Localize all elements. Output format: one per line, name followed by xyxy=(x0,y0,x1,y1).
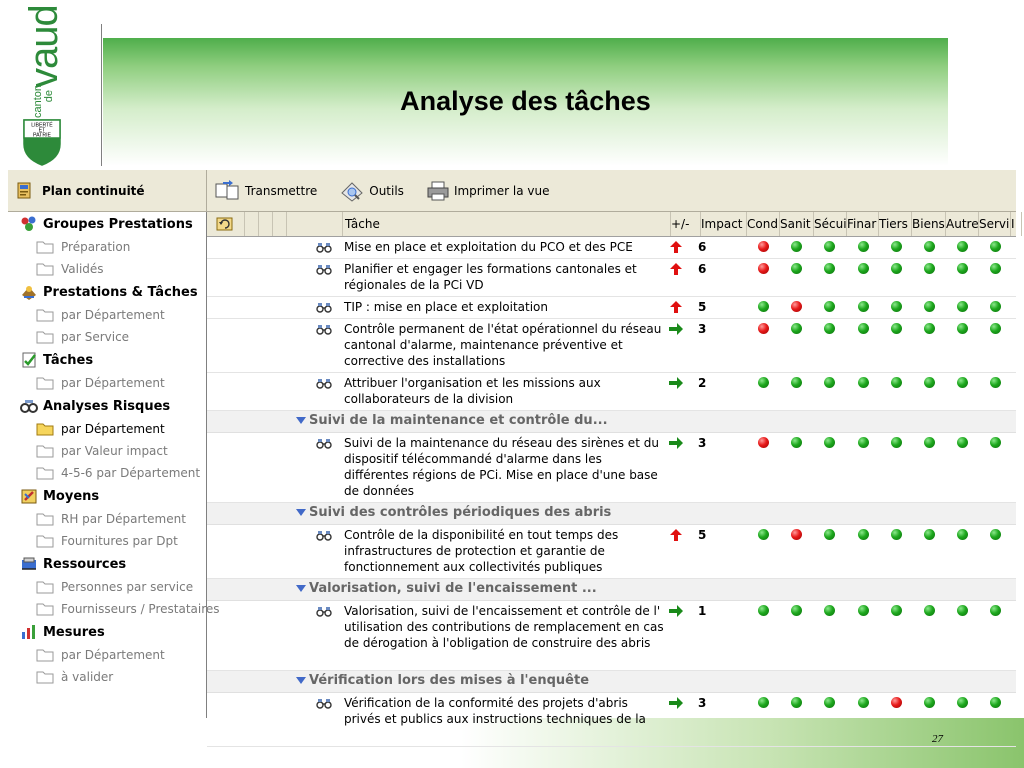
outils-label: Outils xyxy=(369,183,404,198)
sidebar-item[interactable] xyxy=(8,258,206,280)
print-view-label: Imprimer la vue xyxy=(453,183,550,198)
sidebar-item-label: Fournisseurs / Prestataires xyxy=(61,602,220,616)
impact-cell: 3 xyxy=(698,696,707,710)
grid-header xyxy=(207,212,1016,237)
green-status-dot xyxy=(891,437,902,448)
groups-icon xyxy=(20,215,38,233)
binoculars-icon[interactable] xyxy=(316,263,332,275)
red-status-dot xyxy=(758,241,769,252)
group-label: Valorisation, suivi de l'encaissement ... xyxy=(309,581,597,596)
impact-cell: 5 xyxy=(698,528,707,542)
folder-icon xyxy=(36,330,54,344)
blank-column-3 xyxy=(273,212,287,236)
sidebar xyxy=(8,212,220,718)
sidebar-item-label: par Département xyxy=(61,376,165,390)
green-status-dot xyxy=(791,437,802,448)
green-status-dot xyxy=(957,697,968,708)
sidebar-item-label: par Département xyxy=(61,422,165,436)
green-status-dot xyxy=(891,529,902,540)
green-status-dot xyxy=(891,377,902,388)
green-status-dot xyxy=(957,241,968,252)
slide-title: Analyse des tâches xyxy=(400,86,651,116)
sidebar-group-label: Prestations & Tâches xyxy=(43,284,198,300)
sidebar-item-label: Validés xyxy=(61,262,104,276)
green-status-dot xyxy=(891,323,902,334)
sidebar-item-label: par Valeur impact xyxy=(61,444,168,458)
folder-icon xyxy=(36,602,54,616)
sidebar-group-5[interactable] xyxy=(8,552,206,576)
folder-icon xyxy=(36,648,54,662)
table-row[interactable] xyxy=(207,237,1016,259)
risk-analysis-icon xyxy=(20,397,38,415)
up-arrow-icon xyxy=(669,263,683,275)
group-label: Suivi des contrôles périodiques des abris xyxy=(309,505,612,520)
group-label: Vérification lors des mises à l'enquête xyxy=(309,673,590,688)
green-status-dot xyxy=(990,263,1001,274)
blank-column-4 xyxy=(287,212,343,236)
green-status-dot xyxy=(957,605,968,616)
green-status-dot xyxy=(824,241,835,252)
green-status-dot xyxy=(891,605,902,616)
green-status-dot xyxy=(957,377,968,388)
group-label: Suivi de la maintenance et contrôle du... xyxy=(309,413,608,428)
red-status-dot xyxy=(891,697,902,708)
up-arrow-icon xyxy=(669,241,683,253)
binoculars-icon[interactable] xyxy=(316,529,332,541)
green-status-dot xyxy=(957,529,968,540)
sidebar-item[interactable] xyxy=(8,236,206,258)
sidebar-item[interactable] xyxy=(8,372,206,394)
green-status-dot xyxy=(824,605,835,616)
open-folder-icon xyxy=(36,422,54,436)
right-arrow-icon xyxy=(669,377,683,389)
green-status-dot xyxy=(791,323,802,334)
sidebar-item[interactable] xyxy=(8,418,206,440)
green-status-dot xyxy=(924,263,935,274)
green-status-dot xyxy=(990,529,1001,540)
green-status-dot xyxy=(824,529,835,540)
sidebar-item[interactable] xyxy=(8,666,206,688)
sidebar-group-0[interactable] xyxy=(8,212,206,236)
binoculars-icon[interactable] xyxy=(316,301,332,313)
shield-motto-2: ET xyxy=(38,127,46,134)
sidebar-group-2[interactable] xyxy=(8,348,206,372)
sidebar-item[interactable] xyxy=(8,326,206,348)
green-status-dot xyxy=(924,605,935,616)
green-status-dot xyxy=(824,377,835,388)
sidebar-item[interactable] xyxy=(8,440,206,462)
task-cell: Attribuer l'organisation et les missions aux collaborateurs de la division xyxy=(344,376,601,406)
task-cell: Contrôle permanent de l'état opérationnel du réseau cantonal d'alarme, maintenance préventive et corrective des installations xyxy=(344,322,662,368)
green-status-dot xyxy=(924,697,935,708)
folder-icon xyxy=(36,512,54,526)
green-status-dot xyxy=(891,263,902,274)
sidebar-group-label: Ressources xyxy=(43,556,127,572)
shield-motto-3: PATRIE xyxy=(33,132,51,139)
green-status-dot xyxy=(758,605,769,616)
sidebar-item-label: Préparation xyxy=(61,240,131,254)
prestations-icon xyxy=(20,283,38,301)
impact-cell: 2 xyxy=(698,376,707,390)
sidebar-item[interactable] xyxy=(8,598,220,620)
column-header-secu[interactable]: Sécui xyxy=(812,212,847,236)
expand-triangle-icon[interactable] xyxy=(296,677,306,684)
table-row[interactable] xyxy=(207,319,1016,373)
green-status-dot xyxy=(858,605,869,616)
green-status-dot xyxy=(791,697,802,708)
task-cell: Mise en place et exploitation du PCO et des PCE xyxy=(344,240,633,254)
green-status-dot xyxy=(858,301,869,312)
table-row[interactable] xyxy=(207,297,1016,319)
column-header-cond[interactable]: Cond xyxy=(745,212,780,236)
green-status-dot xyxy=(824,437,835,448)
green-status-dot xyxy=(758,301,769,312)
shield-icon xyxy=(22,118,62,166)
binoculars-icon[interactable] xyxy=(316,605,332,617)
green-status-dot xyxy=(758,377,769,388)
green-status-dot xyxy=(791,377,802,388)
sidebar-item-label: Personnes par service xyxy=(61,580,194,594)
column-header-finance[interactable]: Finar xyxy=(845,212,879,236)
sidebar-header-label: Plan continuité xyxy=(42,183,145,198)
tasks-icon xyxy=(20,351,38,369)
right-arrow-icon xyxy=(669,605,683,617)
green-status-dot xyxy=(791,605,802,616)
impact-cell: 3 xyxy=(698,322,707,336)
binoculars-icon[interactable] xyxy=(316,437,332,449)
task-cell: TIP : mise en place et exploitation xyxy=(344,300,548,314)
green-status-dot xyxy=(990,605,1001,616)
red-status-dot xyxy=(758,437,769,448)
printer-icon xyxy=(426,180,450,202)
green-status-dot xyxy=(858,377,869,388)
sidebar-item-label: par Département xyxy=(61,308,165,322)
up-arrow-icon xyxy=(669,529,683,541)
transmettre-label: Transmettre xyxy=(245,183,318,198)
up-arrow-icon xyxy=(669,301,683,313)
refresh-icon xyxy=(216,216,234,232)
plan-icon xyxy=(16,182,34,200)
folder-icon xyxy=(36,670,54,684)
measures-icon xyxy=(20,623,38,641)
logo-big-text: vaud xyxy=(22,5,66,88)
group-row[interactable] xyxy=(207,411,1016,433)
column-header-tiers[interactable]: Tiers xyxy=(877,212,912,236)
binoculars-icon[interactable] xyxy=(316,323,332,335)
column-header-servi[interactable]: Servi xyxy=(977,212,1011,236)
red-status-dot xyxy=(758,323,769,334)
column-header-trend[interactable]: +/- xyxy=(669,212,701,236)
grid-body xyxy=(207,237,1016,747)
green-status-dot xyxy=(824,263,835,274)
table-row[interactable] xyxy=(207,693,1016,747)
sidebar-item[interactable] xyxy=(8,304,206,326)
folder-icon xyxy=(36,308,54,322)
task-cell: Suivi de la maintenance du réseau des sirènes et du dispositif télécommandé d'alarme dans les différentes régions de PCi. Mise en place d'une base de données xyxy=(344,436,659,498)
right-arrow-icon xyxy=(669,437,683,449)
green-status-dot xyxy=(957,263,968,274)
green-status-dot xyxy=(824,301,835,312)
page-number: 27 xyxy=(932,733,943,745)
green-status-dot xyxy=(924,301,935,312)
impact-cell: 6 xyxy=(698,240,707,254)
green-status-dot xyxy=(990,301,1001,312)
sidebar-item[interactable] xyxy=(8,508,206,530)
blank-column-2 xyxy=(259,212,273,236)
green-status-dot xyxy=(891,241,902,252)
sidebar-item[interactable] xyxy=(8,462,206,484)
binoculars-icon[interactable] xyxy=(316,377,332,389)
sidebar-item-label: Fournitures par Dpt xyxy=(61,534,178,548)
sidebar-item-label: par Département xyxy=(61,648,165,662)
green-status-dot xyxy=(858,323,869,334)
toolbar xyxy=(207,170,1016,212)
impact-cell: 1 xyxy=(698,604,707,618)
task-grid xyxy=(207,212,1016,726)
blank-column-1 xyxy=(245,212,259,236)
green-status-dot xyxy=(791,241,802,252)
means-icon xyxy=(20,487,38,505)
impact-cell: 5 xyxy=(698,300,707,314)
red-status-dot xyxy=(791,301,802,312)
column-header-extra[interactable]: I xyxy=(1009,212,1022,236)
column-header-sanit[interactable]: Sanit xyxy=(778,212,814,236)
green-status-dot xyxy=(924,437,935,448)
task-cell: Contrôle de la disponibilité en tout temps des infrastructures de protection et garantie de fonctionnement aux collectivités publiques xyxy=(344,528,619,574)
group-row[interactable] xyxy=(207,671,1016,693)
logo-divider xyxy=(101,24,102,166)
sidebar-item[interactable] xyxy=(8,644,206,666)
sidebar-group-1[interactable] xyxy=(8,280,206,304)
transmettre-button[interactable] xyxy=(215,180,317,202)
folder-icon xyxy=(36,444,54,458)
sidebar-item[interactable] xyxy=(8,576,206,598)
binoculars-icon[interactable] xyxy=(316,697,332,709)
transmit-icon xyxy=(215,180,241,202)
table-row[interactable] xyxy=(207,601,1016,671)
column-header-biens[interactable]: Biens xyxy=(910,212,946,236)
green-status-dot xyxy=(891,301,902,312)
canton-vaud-logo xyxy=(18,5,70,118)
sidebar-item[interactable] xyxy=(8,530,206,552)
task-cell: Planifier et engager les formations cantonales et régionales de la PCi VD xyxy=(344,262,637,292)
group-row[interactable] xyxy=(207,579,1016,601)
column-header-autre[interactable]: Autre xyxy=(944,212,979,236)
green-status-dot xyxy=(924,241,935,252)
folder-icon xyxy=(36,580,54,594)
binoculars-icon[interactable] xyxy=(316,241,332,253)
green-status-dot xyxy=(990,697,1001,708)
green-status-dot xyxy=(924,529,935,540)
green-status-dot xyxy=(957,301,968,312)
column-header-task[interactable]: Tâche xyxy=(343,212,671,236)
folder-icon xyxy=(36,376,54,390)
expand-triangle-icon[interactable] xyxy=(296,509,306,516)
green-status-dot xyxy=(791,263,802,274)
right-arrow-icon xyxy=(669,323,683,335)
red-status-dot xyxy=(791,529,802,540)
task-cell: Valorisation, suivi de l'encaissement et contrôle de l' utilisation des contributions de remplacement en cas de dérogation à l'obligation de construire des abris xyxy=(344,604,664,650)
folder-icon xyxy=(36,262,54,276)
sidebar-item-label: RH par Département xyxy=(61,512,186,526)
green-status-dot xyxy=(858,263,869,274)
group-row[interactable] xyxy=(207,503,1016,525)
folder-icon xyxy=(36,240,54,254)
task-cell: Vérification de la conformité des projets d'abris privés et publics aux instructions techniques de la xyxy=(344,696,646,726)
refresh-column-header[interactable] xyxy=(207,212,245,236)
sidebar-group-4[interactable] xyxy=(8,484,206,508)
green-status-dot xyxy=(990,377,1001,388)
sidebar-header[interactable] xyxy=(8,170,207,212)
green-status-dot xyxy=(858,437,869,448)
print-view-button[interactable] xyxy=(426,180,550,202)
table-row[interactable] xyxy=(207,433,1016,503)
green-status-dot xyxy=(858,697,869,708)
right-arrow-icon xyxy=(669,697,683,709)
table-row[interactable] xyxy=(207,525,1016,579)
red-status-dot xyxy=(758,263,769,274)
sidebar-group-label: Mesures xyxy=(43,624,105,640)
green-status-dot xyxy=(824,697,835,708)
impact-cell: 3 xyxy=(698,436,707,450)
green-status-dot xyxy=(858,241,869,252)
sidebar-item-label: par Service xyxy=(61,330,130,344)
expand-triangle-icon[interactable] xyxy=(296,585,306,592)
green-status-dot xyxy=(758,529,769,540)
green-status-dot xyxy=(990,241,1001,252)
table-row[interactable] xyxy=(207,373,1016,411)
sidebar-item-label: à valider xyxy=(61,670,114,684)
sidebar-group-label: Groupes Prestations xyxy=(43,216,193,232)
green-status-dot xyxy=(990,437,1001,448)
impact-cell: 6 xyxy=(698,262,707,276)
shield-motto-1: LIBERTÉ xyxy=(31,122,53,129)
green-status-dot xyxy=(758,697,769,708)
green-status-dot xyxy=(990,323,1001,334)
table-row[interactable] xyxy=(207,259,1016,297)
logo-small-text: canton de xyxy=(32,84,55,118)
green-status-dot xyxy=(824,323,835,334)
green-status-dot xyxy=(957,437,968,448)
green-status-dot xyxy=(924,323,935,334)
app-window xyxy=(8,170,1016,726)
sidebar-group-label: Tâches xyxy=(43,352,94,368)
title-banner xyxy=(103,38,948,166)
folder-icon xyxy=(36,466,54,480)
sidebar-group-label: Moyens xyxy=(43,488,100,504)
tools-icon xyxy=(339,180,365,202)
outils-button[interactable] xyxy=(339,180,404,202)
green-status-dot xyxy=(858,529,869,540)
green-status-dot xyxy=(924,377,935,388)
resources-icon xyxy=(20,555,38,573)
sidebar-group-6[interactable] xyxy=(8,620,206,644)
green-status-dot xyxy=(957,323,968,334)
column-header-impact[interactable]: Impact xyxy=(699,212,747,236)
sidebar-item-label: 4-5-6 par Département xyxy=(61,466,201,480)
expand-triangle-icon[interactable] xyxy=(296,417,306,424)
sidebar-group-3[interactable] xyxy=(8,394,206,418)
sidebar-group-label: Analyses Risques xyxy=(43,398,171,414)
folder-icon xyxy=(36,534,54,548)
